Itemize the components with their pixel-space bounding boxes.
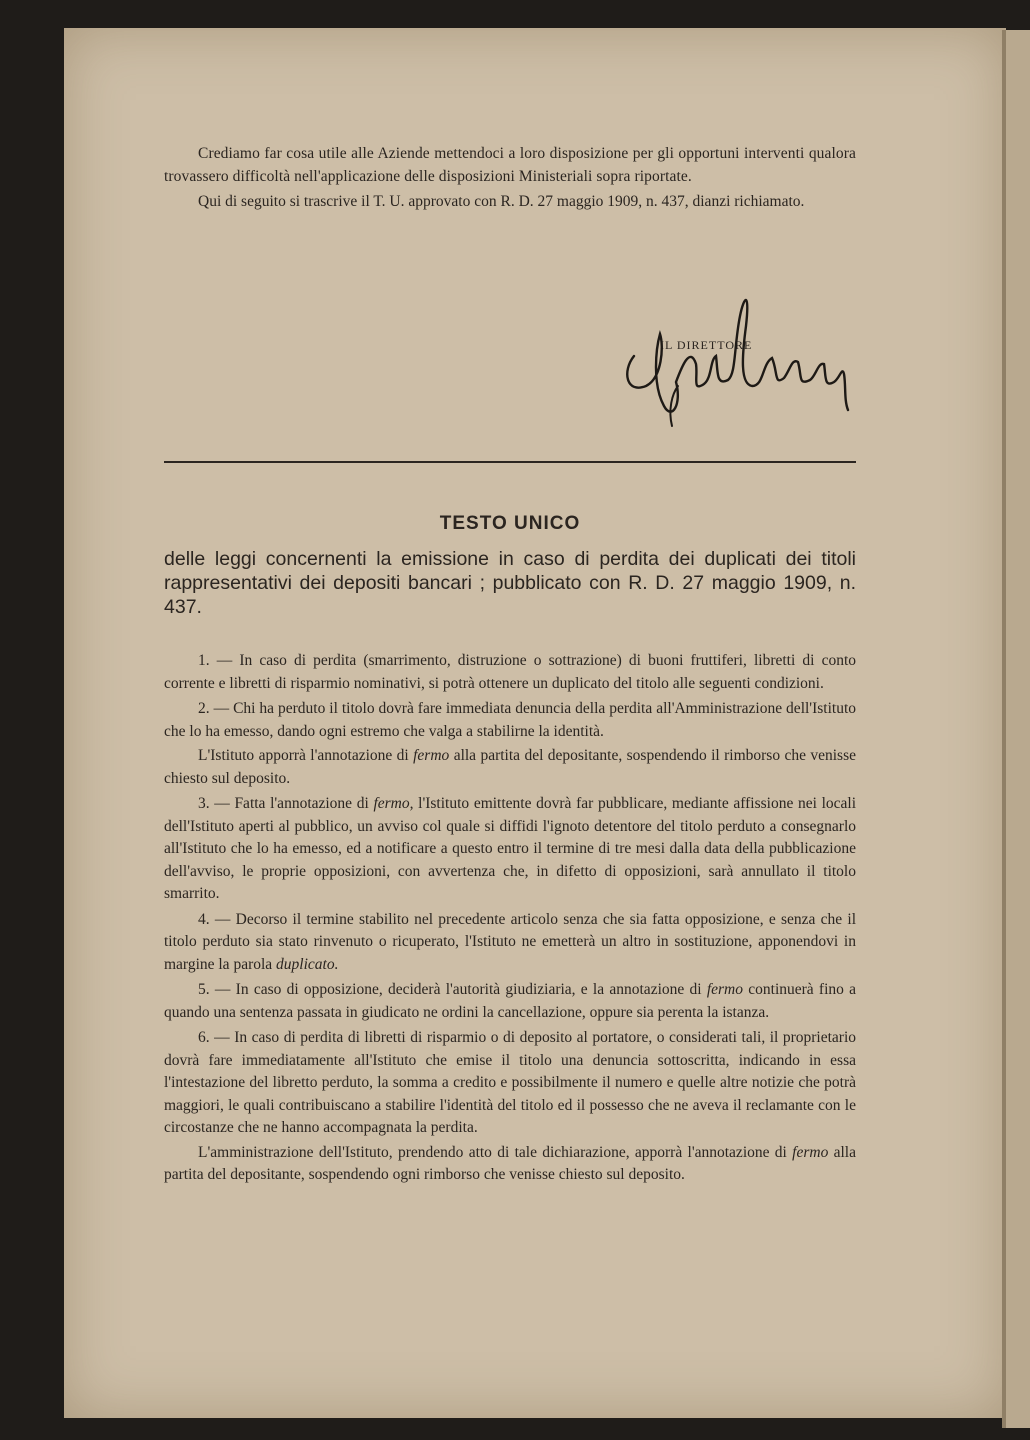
section-divider xyxy=(164,461,856,463)
director-signature xyxy=(612,286,862,436)
document-subtitle: delle leggi concernenti la emissione in caso di perdita dei duplicati dei titoli rappresentativi dei depositi bancari ; pubblicato con R. D. 27 maggio 1909, n. 437. xyxy=(164,548,856,618)
intro-section xyxy=(164,142,856,215)
article-5: 5. — In caso di opposizione, deciderà l'autorità giudiziaria, e la annotazione di fermo continuerà fino a quando una sentenza passata in giudicato ne ordini la cancellazione, oppure sia perenta la istanza. xyxy=(164,981,857,1021)
article-1: 1. — In caso di perdita (smarrimento, distruzione o sottrazione) di buoni fruttiferi, libretti di conto corrente e libretti di risparmio nominativi, si potrà ottenere un duplicato del titolo alle seguenti condizioni. xyxy=(164,652,856,692)
article-2: 2. — Chi ha perduto il titolo dovrà fare immediata denuncia della perdita all'Amministrazione dell'Istituto che lo ha emesso, dando ogni estremo che valga a stabilirne la identità. xyxy=(164,700,857,740)
document-title: TESTO UNICO xyxy=(439,513,581,534)
articles-section xyxy=(164,650,856,1190)
next-page-edge xyxy=(1006,30,1030,1428)
article-4: 4. — Decorso il termine stabilito nel precedente articolo senza che sia fatta opposizione, e senza che il titolo perduto sia stato rinvenuto o ricuperato, l'Istituto ne emetterà un altro in sostituzione, apponendovi in margine la parola duplicato. xyxy=(164,910,857,973)
signature-label: IL DIRETTORE xyxy=(660,338,753,352)
page-fold xyxy=(1002,30,1006,1428)
article-6-continuation: L'amministrazione dell'Istituto, prendendo atto di tale dichiarazione, apporrà l'annotazione di fermo alla partita del depositante, sospendendo ogni rimborso che venisse chiesto sul deposito. xyxy=(164,1143,856,1183)
intro-paragraph: Qui di seguito si trascrive il T. U. approvato con R. D. 27 maggio 1909, n. 437, dianzi richiamato. xyxy=(198,193,805,210)
article-6: 6. — In caso di perdita di libretti di risparmio o di deposito al portatore, o considerati tali, il proprietario dovrà fare immediatamente all'Istituto che emise il titolo una denuncia sottoscritta, indicando in essa l'intestazione del libretto perduto, la somma a credito e possibilmente il numero e quelle altre notizie che potrà maggiori, le quali contribuiscano a stabilire l'identità del titolo ed il possesso che ne aveva il reclamante con le circostanze che ne hanno accompagnata la perdita. xyxy=(164,1029,857,1136)
intro-paragraph: Crediamo far cosa utile alle Aziende mettendoci a loro disposizione per gli opportuni interventi qualora trovassero difficoltà nell'applicazione delle disposizioni Ministeriali sopra riportate. xyxy=(164,145,856,185)
article-3: 3. — Fatta l'annotazione di fermo, l'Istituto emittente dovrà far pubblicare, mediante affissione nei locali dell'Istituto aperti al pubblico, un avviso col quale si diffidi l'ignoto detentore del titolo perduto a consegnarlo all'Istituto che lo ha emesso, ed a notificare a questo entro il termine di tre mesi dalla data della pubblicazione dell'avviso, le proprie opposizioni, con avvertenza che, in difetto di opposizioni, sarà annullato il titolo smarrito. xyxy=(164,795,857,902)
article-2-continuation: L'Istituto apporrà l'annotazione di fermo alla partita del depositante, sospendendo il rimborso che venisse chiesto sul deposito. xyxy=(164,747,856,787)
